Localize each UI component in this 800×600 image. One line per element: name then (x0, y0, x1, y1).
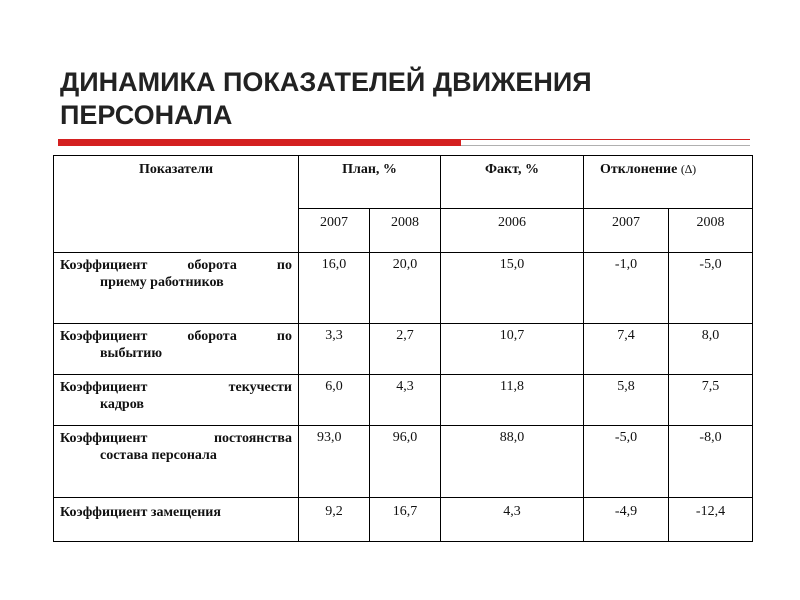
cell-plan-2007: 16,0 (299, 253, 370, 324)
cell-dev-2007: 7,4 (584, 324, 669, 375)
cell-fact-2006: 88,0 (441, 426, 584, 498)
cell-plan-2008: 96,0 (370, 426, 441, 498)
row-label (54, 498, 299, 542)
header-plan (299, 156, 441, 209)
title-underline-gray (461, 145, 750, 146)
year-plan-2007: 2007 (299, 209, 370, 253)
year-plan-2008: 2008 (370, 209, 441, 253)
cell-dev-2008: 7,5 (669, 375, 753, 426)
cell-fact-2006: 10,7 (441, 324, 584, 375)
row-label (54, 324, 299, 375)
header-indicator-label: Показатели (138, 162, 214, 177)
cell-plan-2007: 93,0 (299, 426, 370, 498)
year-dev-2008: 2008 (669, 209, 753, 253)
cell-dev-2007: 5,8 (584, 375, 669, 426)
delta-symbol: (∆) (680, 162, 697, 176)
table-row (54, 498, 753, 542)
row-label-line-2: приему работников (100, 275, 224, 290)
cell-plan-2007: 9,2 (299, 498, 370, 542)
cell-plan-2008: 20,0 (370, 253, 441, 324)
header-row (54, 156, 753, 209)
indicators-table (53, 155, 753, 542)
year-fact-2006: 2006 (441, 209, 584, 253)
cell-dev-2008: -8,0 (669, 426, 753, 498)
cell-dev-2007: -4,9 (584, 498, 669, 542)
row-label-line-1: Коэффициент постоянства (60, 431, 292, 446)
header-fact (441, 156, 584, 209)
header-indicator (54, 156, 299, 253)
cell-fact-2006: 15,0 (441, 253, 584, 324)
cell-fact-2006: 11,8 (441, 375, 584, 426)
header-plan-label: План, % (342, 162, 397, 177)
row-label-line-1: Коэффициент оборота по (60, 258, 292, 273)
cell-dev-2008: -5,0 (669, 253, 753, 324)
year-dev-2007: 2007 (584, 209, 669, 253)
row-label-line-2: кадров (100, 397, 144, 412)
cell-plan-2008: 16,7 (370, 498, 441, 542)
cell-fact-2006: 4,3 (441, 498, 584, 542)
row-label-line-1: Коэффициент текучести (60, 380, 292, 395)
cell-plan-2007: 3,3 (299, 324, 370, 375)
table-row (54, 426, 753, 498)
row-label-line-1: Коэффициент оборота по (60, 329, 292, 344)
cell-dev-2008: 8,0 (669, 324, 753, 375)
row-label (54, 426, 299, 498)
table-row (54, 324, 753, 375)
row-label-line-2: состава персонала (100, 448, 217, 463)
header-deviation (584, 156, 753, 209)
header-deviation-label: Отклонение (600, 162, 678, 177)
table-row (54, 375, 753, 426)
row-label (54, 375, 299, 426)
cell-plan-2008: 4,3 (370, 375, 441, 426)
slide-title: ДИНАМИКА ПОКАЗАТЕЛЕЙ ДВИЖЕНИЯ ПЕРСОНАЛА (60, 67, 592, 130)
table-row (54, 253, 753, 324)
row-label-line-2: выбытию (100, 346, 163, 361)
cell-plan-2007: 6,0 (299, 375, 370, 426)
header-fact-label: Факт, % (485, 162, 539, 177)
cell-dev-2007: -5,0 (584, 426, 669, 498)
cell-dev-2008: -12,4 (669, 498, 753, 542)
row-label-line-1: Коэффициент замещения (60, 505, 221, 520)
cell-plan-2008: 2,7 (370, 324, 441, 375)
title-underline-accent (58, 139, 461, 146)
cell-dev-2007: -1,0 (584, 253, 669, 324)
row-label (54, 253, 299, 324)
